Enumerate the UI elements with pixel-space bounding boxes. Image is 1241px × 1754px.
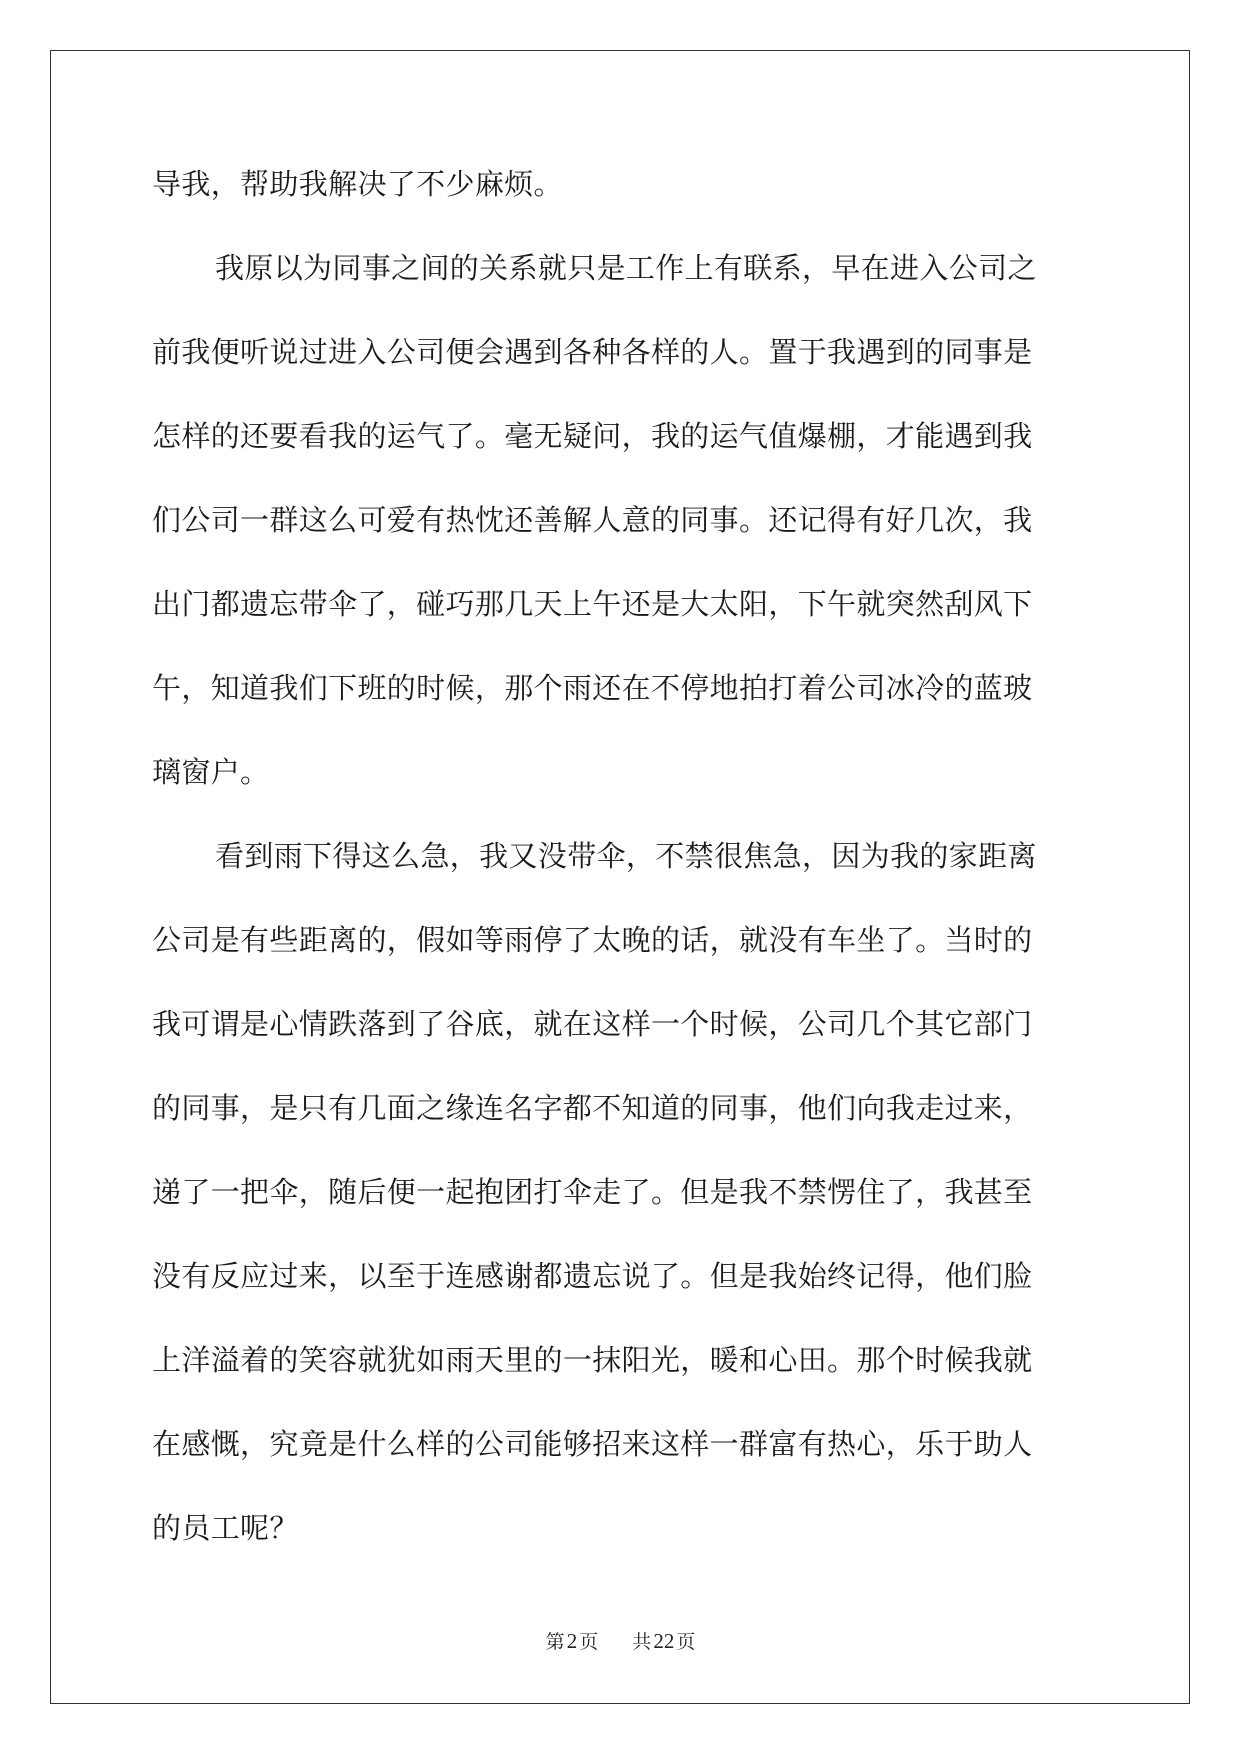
text-line: 上洋溢着的笑容就犹如雨天里的一抹阳光，暖和心田。那个时候我就 — [152, 1343, 1033, 1377]
text-line: 看到雨下得这么急，我又没带伞，不禁很焦急，因为我的家距离 — [215, 839, 1037, 873]
text-line: 怎样的还要看我的运气了。毫无疑问，我的运气值爆棚，才能遇到我 — [152, 419, 1033, 453]
total-pages — [632, 1631, 695, 1653]
total-prefix: 共 — [632, 1631, 652, 1653]
text-line: 递了一把伞，随后便一起抱团打伞走了。但是我不禁愣住了，我甚至 — [152, 1175, 1033, 1209]
paragraph — [152, 833, 1092, 1589]
text-line: 出门都遗忘带伞了，碰巧那几天上午还是大太阳，下午就突然刮风下 — [152, 587, 1033, 621]
paragraph — [152, 245, 1092, 833]
text-line: 我可谓是心情跌落到了谷底，就在这样一个时候，公司几个其它部门 — [152, 1007, 1033, 1041]
total-suffix: 页 — [676, 1631, 696, 1653]
page-prefix: 第 — [545, 1631, 565, 1653]
document-body — [152, 161, 1092, 1589]
paragraph — [152, 161, 1092, 245]
text-line: 们公司一群这么可爱有热忱还善解人意的同事。还记得有好几次，我 — [152, 503, 1033, 537]
text-line: 璃窗户。 — [152, 755, 270, 789]
text-line: 我原以为同事之间的关系就只是工作上有联系，早在进入公司之 — [215, 251, 1037, 285]
text-line: 导我，帮助我解决了不少麻烦。 — [152, 167, 563, 201]
text-line: 公司是有些距离的，假如等雨停了太晚的话，就没有车坐了。当时的 — [152, 923, 1033, 957]
text-line: 午，知道我们下班的时候，那个雨还在不停地拍打着公司冰冷的蓝玻 — [152, 671, 1033, 705]
current-page: 2 — [566, 1629, 578, 1653]
text-line: 的员工呢？ — [152, 1511, 299, 1545]
text-line: 在感慨，究竟是什么样的公司能够招来这样一群富有热心，乐于助人 — [152, 1427, 1033, 1461]
text-line: 没有反应过来，以至于连感谢都遗忘说了。但是我始终记得，他们脸 — [152, 1259, 1033, 1293]
page-suffix: 页 — [579, 1631, 599, 1653]
text-line: 的同事，是只有几面之缘连名字都不知道的同事，他们向我走过来， — [152, 1091, 1033, 1125]
page-number — [546, 1631, 605, 1653]
total-page-count: 22 — [653, 1629, 675, 1653]
text-line: 前我便听说过进入公司便会遇到各种各样的人。置于我遇到的同事是 — [152, 335, 1033, 369]
page-footer — [0, 1627, 1241, 1654]
